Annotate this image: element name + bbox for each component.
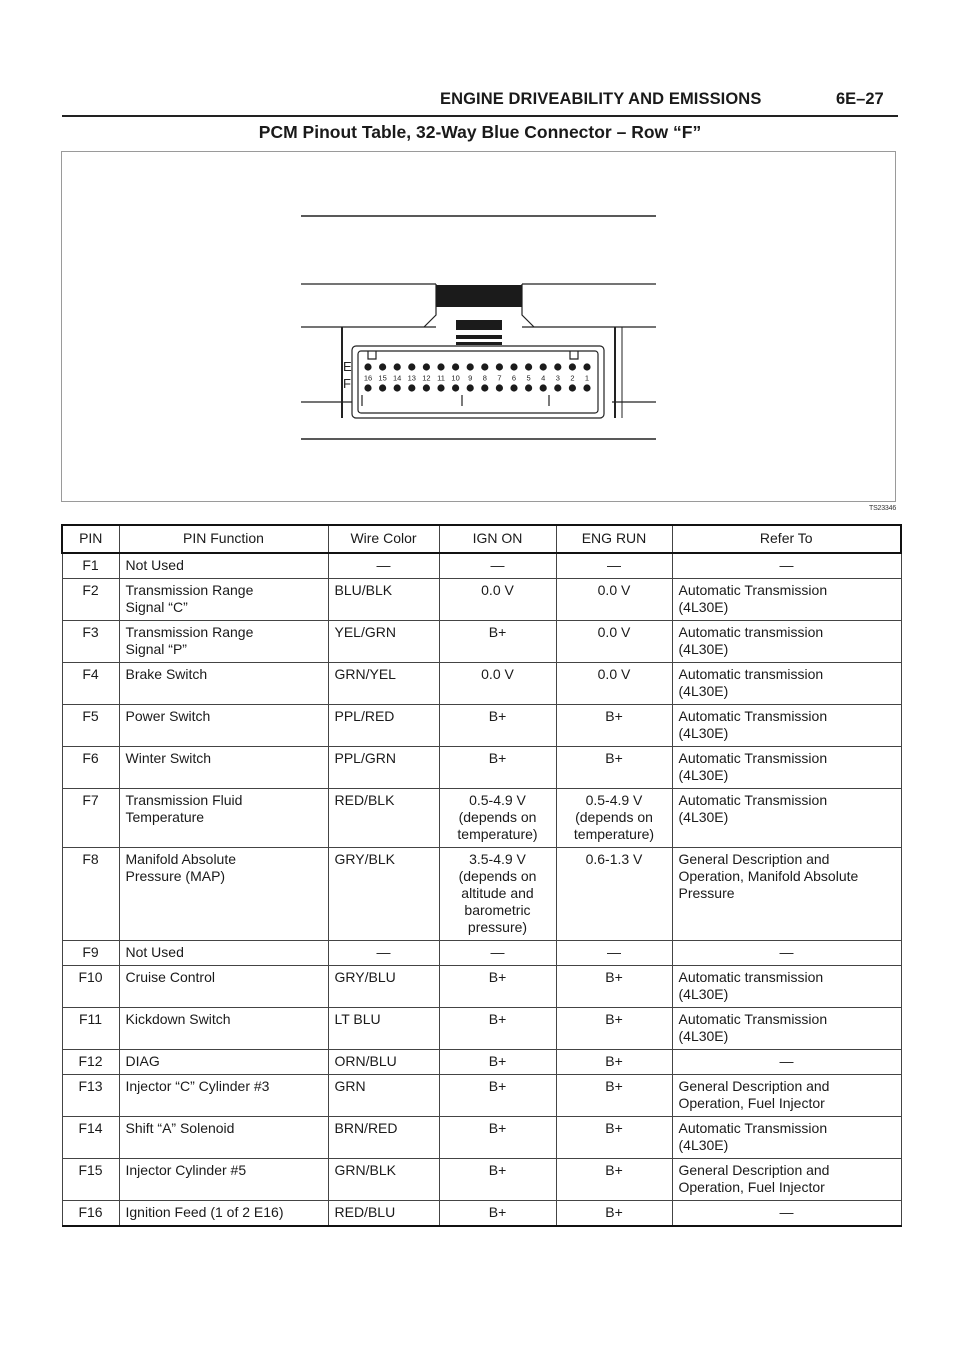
ign-on-cell: 3.5-4.9 V (depends on altitude and barometric pressure)	[439, 848, 556, 941]
pin-f-12	[423, 384, 430, 391]
table-row	[62, 1075, 901, 1117]
pin-number-label: 9	[468, 373, 473, 383]
pin-e-9	[467, 363, 474, 370]
eng-run-cell: B+	[556, 705, 672, 747]
pinout-table	[61, 524, 902, 1227]
pin-f-6	[510, 384, 517, 391]
wire-color-cell: RED/BLK	[328, 789, 439, 848]
pin-function-cell: Manifold Absolute Pressure (MAP)	[119, 848, 328, 941]
refer-to-cell: General Description and Operation, Fuel Injector	[672, 1075, 901, 1117]
wire-color-cell: ORN/BLU	[328, 1050, 439, 1075]
table-row	[62, 1201, 901, 1227]
pin-function-cell: Transmission Range Signal “C”	[119, 579, 328, 621]
pin-f-13	[408, 384, 415, 391]
connector-diagram	[62, 152, 897, 503]
pin-cell: F14	[62, 1117, 119, 1159]
eng-run-cell: 0.0 V	[556, 579, 672, 621]
pin-function-cell: Transmission Fluid Temperature	[119, 789, 328, 848]
pin-cell: F11	[62, 1008, 119, 1050]
pin-number-label: 16	[363, 373, 373, 383]
pin-f-4	[540, 384, 547, 391]
pin-cell: F8	[62, 848, 119, 941]
refer-to-cell: —	[672, 1050, 901, 1075]
pin-function-cell: Transmission Range Signal “P”	[119, 621, 328, 663]
eng-run-cell: —	[556, 941, 672, 966]
table-row	[62, 1008, 901, 1050]
eng-run-cell: B+	[556, 1201, 672, 1227]
pin-function-cell: Brake Switch	[119, 663, 328, 705]
table-row	[62, 663, 901, 705]
eng-run-cell: —	[556, 553, 672, 579]
pin-function-cell: Not Used	[119, 553, 328, 579]
pin-cell: F7	[62, 789, 119, 848]
wire-color-cell: BLU/BLK	[328, 579, 439, 621]
pin-e-8	[481, 363, 488, 370]
row-label-f: F	[343, 376, 351, 391]
pin-e-11	[437, 363, 444, 370]
pin-number-label: 7	[497, 373, 502, 383]
pin-function-cell: Ignition Feed (1 of 2 E16)	[119, 1201, 328, 1227]
table-row	[62, 553, 901, 579]
pin-function-cell: Shift “A” Solenoid	[119, 1117, 328, 1159]
connector-figure	[61, 151, 896, 502]
ign-on-cell: B+	[439, 1201, 556, 1227]
pin-e-4	[540, 363, 547, 370]
pin-f-1	[583, 384, 590, 391]
col-header-function: PIN Function	[119, 525, 328, 553]
ign-on-cell: B+	[439, 1008, 556, 1050]
wire-color-cell: GRN/YEL	[328, 663, 439, 705]
pin-f-5	[525, 384, 532, 391]
pin-cell: F1	[62, 553, 119, 579]
wire-color-cell: —	[328, 553, 439, 579]
wire-color-cell: BRN/RED	[328, 1117, 439, 1159]
refer-to-cell: Automatic Transmission (4L30E)	[672, 1008, 901, 1050]
page-number: 6E–27	[836, 90, 884, 108]
pin-number-label: 14	[393, 373, 402, 383]
refer-to-cell: Automatic Transmission (4L30E)	[672, 747, 901, 789]
eng-run-cell: B+	[556, 747, 672, 789]
eng-run-cell: B+	[556, 966, 672, 1008]
wire-color-cell: GRN	[328, 1075, 439, 1117]
eng-run-cell: B+	[556, 1117, 672, 1159]
header-rule	[62, 115, 898, 117]
page-title: PCM Pinout Table, 32-Way Blue Connector – Row “F”	[258, 122, 702, 142]
ign-on-cell: B+	[439, 1159, 556, 1201]
table-header-row	[62, 525, 901, 553]
eng-run-cell: 0.0 V	[556, 621, 672, 663]
pin-cell: F2	[62, 579, 119, 621]
wire-color-cell: YEL/GRN	[328, 621, 439, 663]
pin-function-cell: Not Used	[119, 941, 328, 966]
refer-to-cell: Automatic transmission (4L30E)	[672, 621, 901, 663]
pin-f-7	[496, 384, 503, 391]
refer-to-cell: Automatic transmission (4L30E)	[672, 663, 901, 705]
table-row	[62, 789, 901, 848]
pin-number-label: 8	[482, 373, 487, 383]
eng-run-cell: B+	[556, 1159, 672, 1201]
wire-color-cell: PPL/RED	[328, 705, 439, 747]
pin-f-3	[554, 384, 561, 391]
col-header-eng-run: ENG RUN	[556, 525, 672, 553]
pin-function-cell: Winter Switch	[119, 747, 328, 789]
pin-e-7	[496, 363, 503, 370]
refer-to-cell: Automatic Transmission (4L30E)	[672, 789, 901, 848]
refer-to-cell: —	[672, 941, 901, 966]
pin-e-15	[379, 363, 386, 370]
wire-color-cell: GRN/BLK	[328, 1159, 439, 1201]
pin-number-label: 11	[437, 373, 445, 383]
ign-on-cell: B+	[439, 1117, 556, 1159]
eng-run-cell: B+	[556, 1075, 672, 1117]
ign-on-cell: B+	[439, 621, 556, 663]
wire-color-cell: LT BLU	[328, 1008, 439, 1050]
pin-number-label: 12	[422, 373, 431, 383]
wire-color-cell: RED/BLU	[328, 1201, 439, 1227]
pin-cell: F10	[62, 966, 119, 1008]
wire-color-cell: GRY/BLK	[328, 848, 439, 941]
ign-on-cell: B+	[439, 705, 556, 747]
ign-on-cell: B+	[439, 1050, 556, 1075]
table-row	[62, 705, 901, 747]
pin-cell: F6	[62, 747, 119, 789]
pin-f-14	[394, 384, 401, 391]
table-row	[62, 1159, 901, 1201]
refer-to-cell: General Description and Operation, Fuel Injector	[672, 1159, 901, 1201]
pin-number-label: 15	[378, 373, 387, 383]
pin-number-label: 6	[511, 373, 517, 383]
pin-function-cell: Kickdown Switch	[119, 1008, 328, 1050]
pin-f-9	[467, 384, 474, 391]
pin-cell: F9	[62, 941, 119, 966]
pin-cell: F5	[62, 705, 119, 747]
eng-run-cell: 0.0 V	[556, 663, 672, 705]
table-row	[62, 579, 901, 621]
pin-e-16	[364, 363, 371, 370]
section-title: ENGINE DRIVEABILITY AND EMISSIONS	[440, 90, 762, 108]
ign-on-cell: —	[439, 941, 556, 966]
pin-function-cell: DIAG	[119, 1050, 328, 1075]
pin-function-cell: Injector “C” Cylinder #3	[119, 1075, 328, 1117]
table-row	[62, 966, 901, 1008]
pin-cell: F16	[62, 1201, 119, 1227]
pin-number-label: 13	[407, 373, 416, 383]
pin-f-10	[452, 384, 459, 391]
wire-color-cell: PPL/GRN	[328, 747, 439, 789]
pin-e-14	[394, 363, 401, 370]
refer-to-cell: Automatic transmission (4L30E)	[672, 966, 901, 1008]
pin-e-5	[525, 363, 532, 370]
table-row	[62, 1050, 901, 1075]
pin-cell: F15	[62, 1159, 119, 1201]
refer-to-cell: General Description and Operation, Manifold Absolute Pressure	[672, 848, 901, 941]
ign-on-cell: 0.0 V	[439, 663, 556, 705]
col-header-wire-color: Wire Color	[328, 525, 439, 553]
pin-number-label: 1	[584, 373, 590, 383]
pin-number-label: 3	[555, 373, 560, 383]
table-row	[62, 941, 901, 966]
pin-function-cell: Cruise Control	[119, 966, 328, 1008]
pin-e-6	[510, 363, 517, 370]
pin-e-13	[408, 363, 415, 370]
col-header-pin: PIN	[62, 525, 119, 553]
table-row	[62, 621, 901, 663]
table-row	[62, 848, 901, 941]
pin-function-cell: Power Switch	[119, 705, 328, 747]
pin-e-12	[423, 363, 430, 370]
eng-run-cell: 0.5-4.9 V (depends on temperature)	[556, 789, 672, 848]
ign-on-cell: 0.0 V	[439, 579, 556, 621]
pin-f-15	[379, 384, 386, 391]
ign-on-cell: B+	[439, 966, 556, 1008]
pin-cell: F13	[62, 1075, 119, 1117]
pin-e-3	[554, 363, 561, 370]
col-header-ign-on: IGN ON	[439, 525, 556, 553]
pin-number-label: 5	[526, 373, 531, 383]
row-label-e: E	[343, 359, 352, 374]
refer-to-cell: Automatic Transmission (4L30E)	[672, 705, 901, 747]
pin-e-1	[583, 363, 590, 370]
ign-on-cell: —	[439, 553, 556, 579]
col-header-refer-to: Refer To	[672, 525, 901, 553]
pin-function-cell: Injector Cylinder #5	[119, 1159, 328, 1201]
pin-number-label: 2	[570, 373, 575, 383]
pin-f-11	[437, 384, 444, 391]
pin-e-10	[452, 363, 459, 370]
figure-code: TS23346	[869, 505, 897, 512]
pin-f-16	[364, 384, 371, 391]
pin-cell: F4	[62, 663, 119, 705]
refer-to-cell: —	[672, 1201, 901, 1227]
refer-to-cell: Automatic Transmission (4L30E)	[672, 1117, 901, 1159]
pin-f-2	[569, 384, 576, 391]
table-row	[62, 1117, 901, 1159]
eng-run-cell: 0.6-1.3 V	[556, 848, 672, 941]
pin-number-label: 10	[451, 373, 460, 383]
table-row	[62, 747, 901, 789]
ign-on-cell: B+	[439, 1075, 556, 1117]
pin-number-label: 4	[541, 373, 546, 383]
pin-cell: F12	[62, 1050, 119, 1075]
ign-on-cell: 0.5-4.9 V (depends on temperature)	[439, 789, 556, 848]
pin-cell: F3	[62, 621, 119, 663]
ign-on-cell: B+	[439, 747, 556, 789]
pin-e-2	[569, 363, 576, 370]
refer-to-cell: Automatic Transmission (4L30E)	[672, 579, 901, 621]
refer-to-cell: —	[672, 553, 901, 579]
wire-color-cell: GRY/BLU	[328, 966, 439, 1008]
eng-run-cell: B+	[556, 1050, 672, 1075]
eng-run-cell: B+	[556, 1008, 672, 1050]
wire-color-cell: —	[328, 941, 439, 966]
pin-f-8	[481, 384, 488, 391]
